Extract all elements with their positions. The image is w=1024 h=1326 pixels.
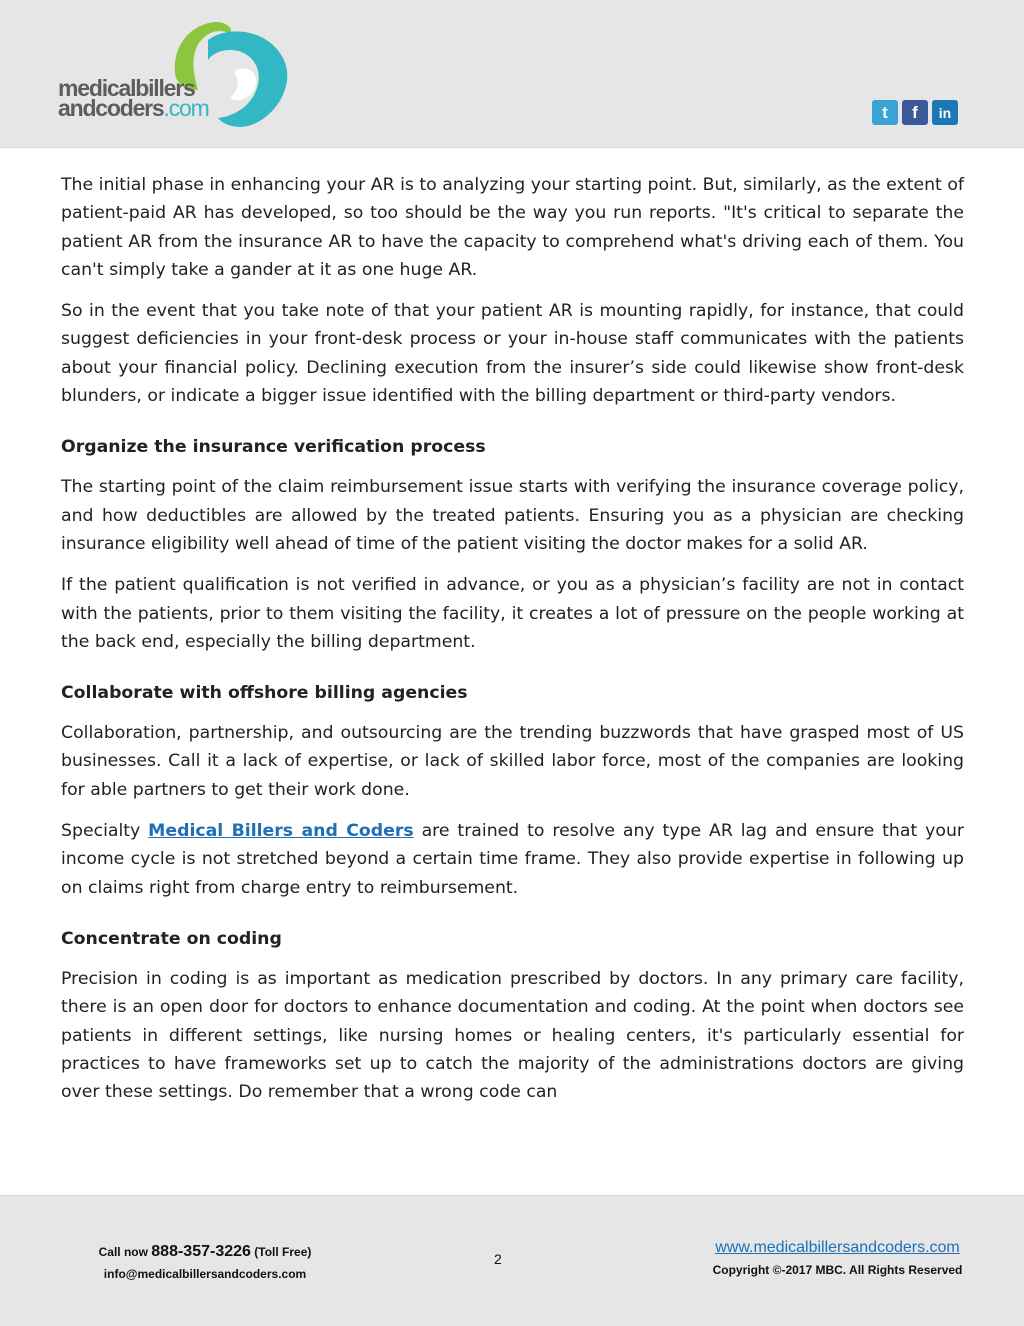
footer-site — [690, 1237, 985, 1281]
call-label: Call now — [98, 1245, 152, 1259]
page-number: 2 — [494, 1251, 502, 1267]
toll-free-label: (Toll Free) — [250, 1245, 312, 1259]
paragraph-7: Precision in coding is as important as medication prescribed by doctors. In any primary care facility, there is an open door for doctors to enhance documentation and coding. At the point when doctors see patients in different settings, like nursing homes or healing centers, it's particularly essential for practices to have frameworks set up to catch the majority of the administrations doctors are giving over these settings. Do remember that a wrong code can — [61, 968, 964, 1103]
website-link[interactable]: www.medicalbillersandcoders.com — [715, 1239, 960, 1256]
paragraph-5: Collaboration, partnership, and outsourcing are the trending buzzwords that have grasped most of US businesses. Call it a lack of expertise, or lack of skilled labor force, most of the companies are looking for able partners to get their work done. — [61, 723, 964, 800]
social-links — [872, 100, 958, 125]
section-heading-offshore: Collaborate with offshore billing agencies — [61, 683, 468, 704]
paragraph-2: So in the event that you take note of that your patient AR is mounting rapidly, for instance, that could suggest deficiencies in your front-desk process or your in-house staff communicates with the patients about your financial policy. Declining execution from the insurer’s side could likewise show front-desk blunders, or indicate a bigger issue identified with the billing department or third-party vendors. — [61, 301, 964, 407]
copyright-text: Copyright ©-2017 MBC. All Rights Reserved — [712, 1263, 963, 1277]
section-heading-insurance: Organize the insurance verification process — [61, 437, 486, 458]
paragraph-4: If the patient qualification is not verified in advance, or you as a physician’s facility are not in contact with the patients, prior to them visiting the facility, it creates a lot of pressure on the people working at the back end, especially the billing department. — [61, 575, 964, 652]
linkedin-icon[interactable]: in — [932, 100, 958, 125]
paragraph-6 — [61, 817, 964, 902]
medical-billers-link[interactable]: Medical Billers and Coders — [148, 821, 414, 842]
paragraph-3: The starting point of the claim reimbursement issue starts with verifying the insurance coverage policy, and how deductibles are allowed by the treated patients. Ensuring you as a physician are checking insurance eligibility well ahead of time of the patient visiting the doctor makes for a solid AR. — [61, 477, 964, 554]
logo-line1: medicalbillers — [58, 75, 195, 101]
footer-contact — [80, 1241, 330, 1285]
email-address[interactable]: info@medicalbillersandcoders.com — [103, 1267, 307, 1281]
logo-suffix: .com — [163, 95, 209, 121]
facebook-icon[interactable]: f — [902, 100, 928, 125]
company-logo[interactable] — [58, 20, 298, 132]
logo-wordmark — [58, 75, 209, 121]
phone-number[interactable]: 888-357-3226 — [151, 1243, 251, 1260]
page-footer — [0, 1195, 1024, 1326]
page-header — [0, 0, 1024, 148]
twitter-icon[interactable]: t — [872, 100, 898, 125]
logo-line2: andcoders — [58, 95, 164, 121]
article-body — [61, 171, 964, 1119]
section-heading-coding: Concentrate on coding — [61, 928, 282, 949]
paragraph-6-pre: Specialty — [61, 821, 149, 842]
paragraph-1: The initial phase in enhancing your AR is to analyzing your starting point. But, similarly, as the extent of patient-paid AR has developed, so too should be the way you run reports. "It's critical to separate the patient AR from the insurance AR to have the capacity to comprehend what's driving each of them. You can't simply take a gander at it as one huge AR. — [61, 175, 964, 280]
paragraph-6-post: are trained to resolve any type AR lag and ensure that your income cycle is not stretched beyond a certain time frame. They also provide expertise in following up on claims right from charge entry to reimbursement. — [61, 821, 964, 898]
